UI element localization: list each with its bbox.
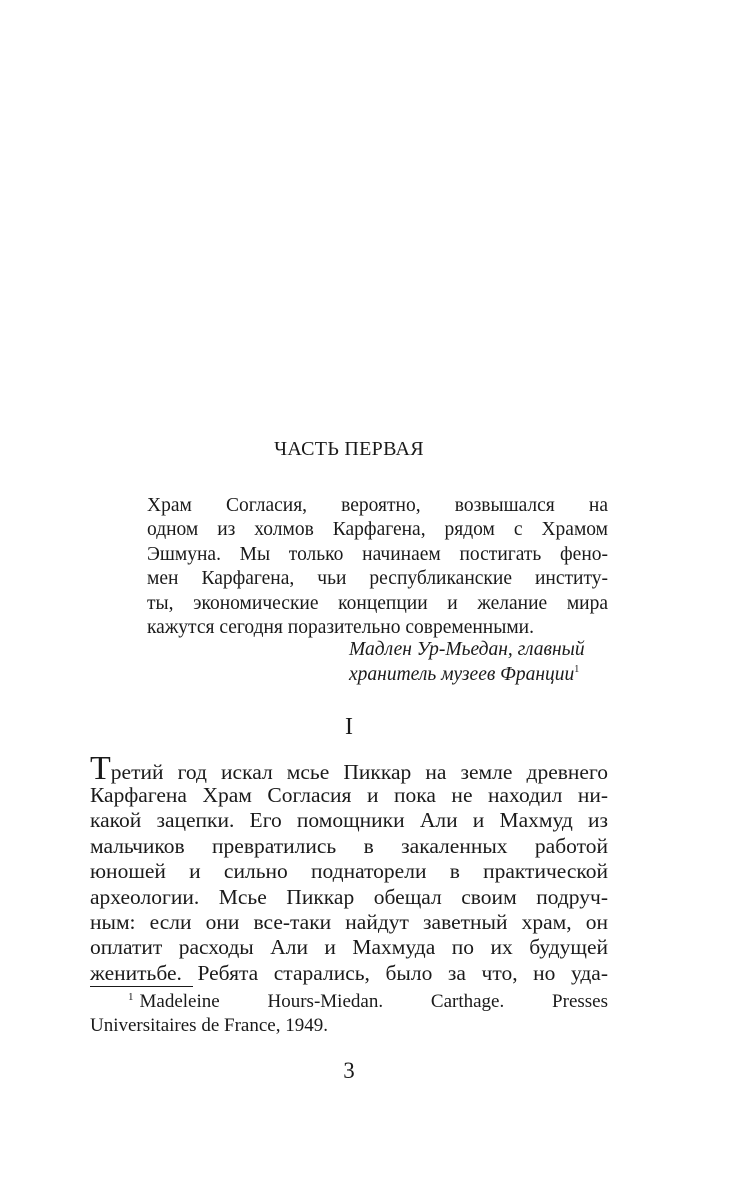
epigraph-line: Эшмуна. Мы только начинаем постигать фено- <box>147 543 608 565</box>
footnote-text: Madeleine Hours-Miedan. Carthage. Presses <box>139 991 608 1012</box>
body-paragraph <box>90 750 608 986</box>
page-number: 3 <box>343 1058 355 1083</box>
body-line: археологии. Мсье Пиккар обещал своим подруч- <box>90 884 608 909</box>
body-line: Карфагена Храм Согласия и пока не находил ни- <box>90 783 608 807</box>
attribution-line: Мадлен Ур-Мьедан, главный <box>349 639 585 660</box>
attribution-text: хранитель музеев Франции <box>349 664 575 685</box>
footnote-line: Universitaires de France, 1949. <box>90 1015 328 1036</box>
body-line <box>90 750 608 787</box>
epigraph <box>147 494 608 640</box>
chapter-number: I <box>345 714 353 740</box>
drop-cap: Т <box>90 750 111 787</box>
body-line: женитьбе. Ребята старались, было за что, но уда- <box>90 960 608 985</box>
footnote-separator <box>90 986 193 987</box>
epigraph-line: одном из холмов Карфагена, рядом с Храмом <box>147 519 608 541</box>
footnote <box>90 990 608 1038</box>
epigraph-line: кажутся сегодня поразительно современными. <box>147 617 534 639</box>
footnote-mark: 1 <box>128 991 134 1003</box>
epigraph-line: ты, экономические концепции и желание мира <box>147 592 608 614</box>
epigraph-line: мен Карфагена, чьи республиканские институ- <box>147 568 608 590</box>
attribution-line <box>349 662 585 687</box>
body-line: мальчиков превратились в закаленных работой <box>90 833 608 858</box>
body-line: ным: если они все-таки найдут заветный храм, он <box>90 909 608 934</box>
epigraph-line: Храм Согласия, вероятно, возвышался на <box>147 495 608 516</box>
part-title: ЧАСТЬ ПЕРВАЯ <box>274 438 424 460</box>
body-line: оплатит расходы Али и Махмуда по их будущей <box>90 935 608 960</box>
body-line: юношей и сильно поднаторели в практической <box>90 859 608 884</box>
body-line-text: ретий год искал мсье Пиккар на земле древнего <box>110 760 608 784</box>
epigraph-attribution <box>349 637 585 687</box>
body-line: какой зацепки. Его помощники Али и Махмуд из <box>90 808 608 833</box>
footnote-line <box>90 990 608 1014</box>
footnote-reference: 1 <box>574 664 580 675</box>
